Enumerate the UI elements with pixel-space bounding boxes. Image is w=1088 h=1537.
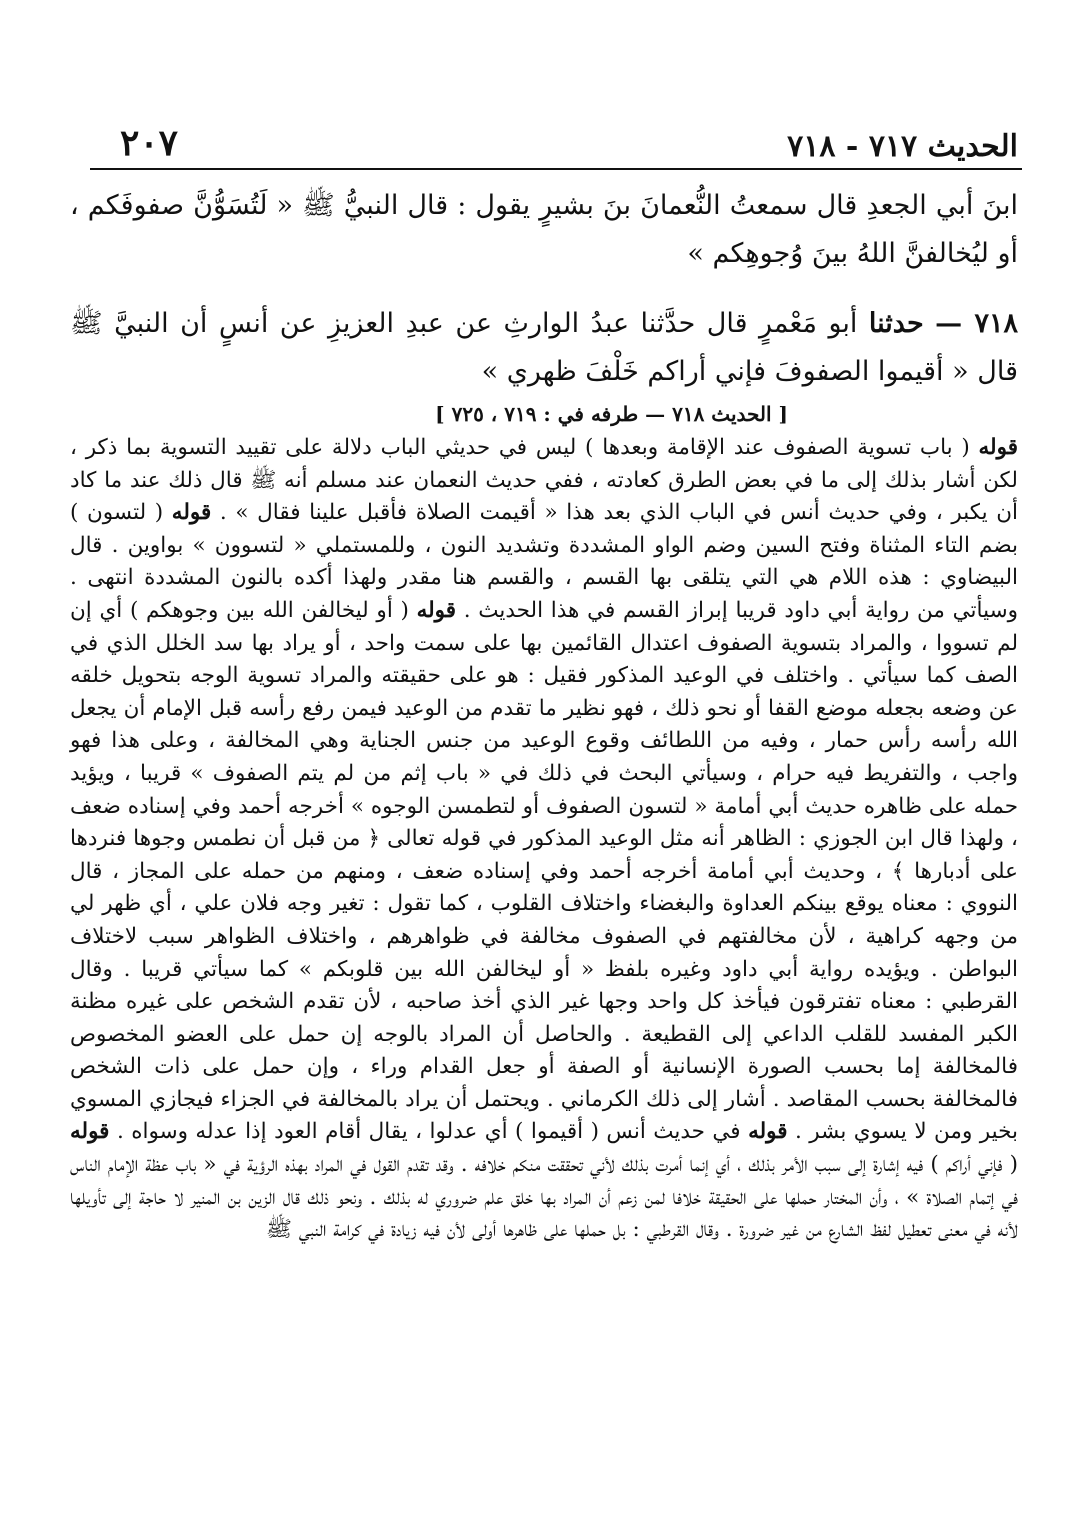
hadith-718 xyxy=(70,300,1018,396)
hadith-717-continuation: ابنَ أبي الجعدِ قال سمعتُ النُّعمانَ بنَ بشيرٍ يقول : قال النبيُّ ﷺ « لَتُسَوُّنَّ صفوفَكم ، أو ليُخالفنَّ اللهُ بينَ وُجوهِكم » xyxy=(70,190,1018,269)
commentary-paragraph xyxy=(70,432,1018,1247)
hadith-reference: [ الحديث ٧١٨ — طرفه في : ٧١٩ ، ٧٢٥ ] xyxy=(435,402,788,426)
hadith-number: ٧١٨ — xyxy=(935,308,1018,339)
page-number: ٢٠٧ xyxy=(120,122,179,164)
header-title: الحديث ٧١٧ - ٧١٨ xyxy=(787,129,1018,164)
running-header xyxy=(120,108,1018,164)
commentary-text: ( أو ليخالفن الله بين وجوهكم ) أي إن لم تسووا ، والمراد بتسوية الصفوف اعتدال القائمين بها على سمت واحد ، أو يراد بها سد الخلل الذي في الصف كما سيأتي . واختلف في الوعيد المذكور فقيل : هو على حقيقته والمراد تسوية الوجه بتحويل خلقه عن وضعه بجعله موضع القفا أو نحو ذلك ، فهو نظير ما تقدم من الوعيد فيمن رفع رأسه قبل الإمام أن يجعل الله رأسه رأس حمار ، وفيه من اللطائف وقوع الوعيد من جنس الجناية وهي المخالفة ، وعلى هذا فهو واجب ، والتفريط فيه حرام ، وسيأتي البحث في ذلك في « باب إثم من لم يتم الصفوف » قريبا ، ويؤيد حمله على ظاهره حديث أبي أمامة « لتسون الصفوف أو لتطمسن الوجوه » أخرجه أحمد وفي إسناده ضعف ، ولهذا قال ابن الجوزي : الظاهر أنه مثل الوعيد المذكور في قوله تعالى ﴿ من قبل أن نطمس وجوها فنردها على أدبارها ﴾ ، وحديث أبي أمامة أخرجه أحمد وفي إسناده ضعف ، ومنهم من حمله على المجاز ، قال النووي : معناه يوقع بينكم العداوة والبغضاء واختلاف القلوب ، كما تقول : تغير وجه فلان علي ، أي ظهر لي من وجهه كراهية ، لأن مخالفتهم في الصفوف مخالفة في ظواهرهم ، واختلاف الظواهر سبب لاختلاف البواطن . ويؤيده رواية أبي داود وغيره بلفظ « أو ليخالفن الله بين قلوبكم » كما سيأتي قريبا . وقال القرطبي : معناه تفترقون فيأخذ كل واحد وجها غير الذي أخذ صاحبه ، لأن تقدم الشخص على غيره مظنة الكبر المفسد للقلب الداعي إلى القطيعة . والحاصل أن المراد بالوجه إن حمل على العضو المخصوص فالمخالفة إما بحسب الصورة الإنسانية أو الصفة أو جعل القدام وراء ، وإن حمل على ذات الشخص فالمخالفة بحسب المقاصد . أشار إلى ذلك الكرماني . ويحتمل أن يراد بالمخالفة في الجزاء فيجازي المسوي بخير ومن لا يسوي بشر . xyxy=(70,597,1018,1145)
lemma-marker: قوله xyxy=(171,500,212,526)
commentary-text: ( باب تسوية الصفوف عند الإقامة وبعدها ) ليس في حديثي الباب دلالة على تقييد التسوية بما ذكر ، لكن أشار بذلك إلى ما في بعض الطرق كعادته ، ففي حديث النعمان عند مسلم أنه ﷺ قال ذلك عند ما كاد أن يكبر ، وفي حديث أنس في الباب الذي بعد هذا « أقيمت الصلاة فأقبل علينا فقال » . xyxy=(70,435,1019,526)
commentary-text: ( لتسون ) بضم التاء المثناة وفتح السين وضم الواو المشددة وتشديد النون ، وللمستملي « لتسوون » بواوين . قال البيضاوي : هذه اللام هي التي يتلقى بها القسم ، والقسم هنا مقدر ولهذا أكده بالنون المشددة انتهى . وسيأتي من رواية أبي داود قريبا إبراز القسم في هذا الحديث . xyxy=(70,500,1018,623)
lemma-marker: قوله xyxy=(978,435,1018,460)
commentary xyxy=(70,432,1018,1247)
header-rule xyxy=(90,168,1022,170)
lemma-marker: قوله xyxy=(70,1119,110,1145)
hadith-intro: حدثنا xyxy=(868,308,924,339)
hadith-text: أبو مَعْمرٍ قال حدَّثنا عبدُ الوارثِ عن عبدِ العزيزِ عن أنسٍ أن النبيَّ ﷺ قال « أقيموا الصفوفَ فإني أراكم خَلْفَ ظهري » xyxy=(70,308,1018,387)
lemma-marker: قوله xyxy=(416,597,457,623)
commentary-text: في حديث أنس ( أقيموا ) أي عدلوا ، يقال أقام العود إذا عدله وسواه . xyxy=(116,1119,741,1145)
commentary-text: ( فإني أراكم ) فيه إشارة إلى سبب الأمر بذلك ، أي إنما أمرت بذلك لأني تحققت منكم خلافه . وقد تقدم القول في المراد بهذه الرؤية في « باب عظة الإمام الناس في إتمام الصلاة » ، وأن المختار حملها على الحقيقة خلافا لمن زعم أن المراد بها خلق علم ضروري له بذلك . ونحو ذلك قال الزين بن المنير لا حاجة إلى تأويلها لأنه في معنى تعطيل لفظ الشارع من غير ضرورة . وقال القرطبي : بل حملها على ظاهرها أولى لأن فيه زيادة في كرامة النبي ﷺ xyxy=(70,1152,1018,1243)
lemma-marker: قوله xyxy=(748,1119,788,1145)
